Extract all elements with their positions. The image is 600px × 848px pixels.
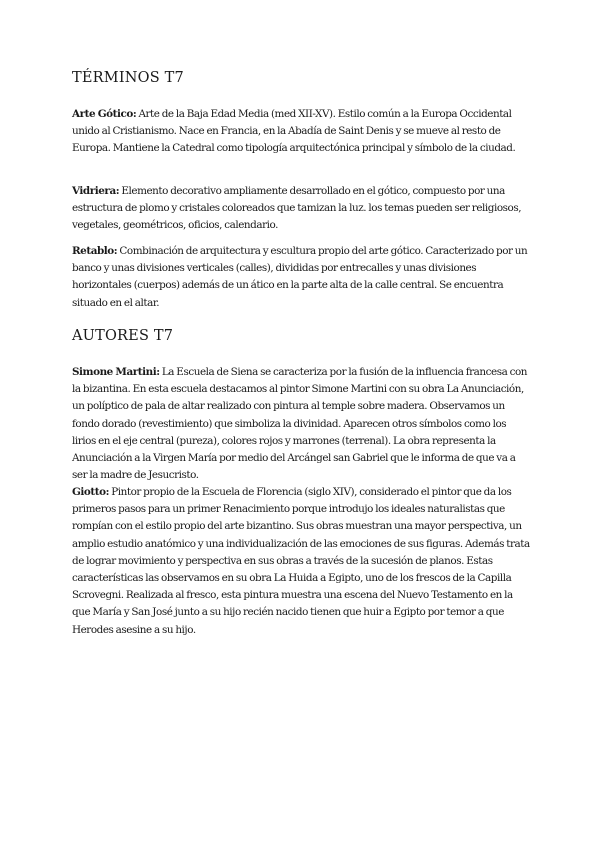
entry-text: La Escuela de Siena se caracteriza por la fusión de la influencia francesa con la bizantina. En esta escuela destacamos al pintor Simone Martini con su obra La Anunciación, un políptico de pala de altar realizado con pintura al temple sobre madera. Observamos un fondo dorado (revestimiento) que simboliza la divinidad. Aparecen otros símbolos como los lirios en el eje central (pureza), colores rojos y marrones (terrenal). La obra representa la Anunciación a la Virgen María por medio del Arcángel san Gabriel que le informa de que va a ser la madre de Jesucristo. <box>72 366 527 482</box>
entry-arte-gotico <box>72 106 532 158</box>
entry-term: Vidriera: <box>72 185 120 197</box>
section-heading-autores: AUTORES T7 <box>72 328 174 344</box>
entry-term: Simone Martini: <box>72 366 160 378</box>
section-heading-terminos: TÉRMINOS T7 <box>72 70 184 86</box>
entry-simone-martini <box>72 364 532 484</box>
entry-retablo <box>72 243 532 312</box>
entry-text: Elemento decorativo ampliamente desarrollado en el gótico, compuesto por una estructura de plomo y cristales coloreados que tamizan la luz. los temas pueden ser religiosos, vegetales, geométricos, oficios, calendario. <box>72 185 522 232</box>
entry-text: Pintor propio de la Escuela de Florencia (siglo XIV), considerado el pintor que da los primeros pasos para un primer Renacimiento porque introdujo los ideales naturalistas que rompían con el estilo propio del arte bizantino. Sus obras muestran una mayor perspectiva, un amplio estudio anatómico y una individualización de las emociones de sus figuras. Además trata de lograr movimiento y perspectiva en sus obras a través de la sucesión de planos. Estas características las observamos en su obra La Huida a Egipto, uno de los frescos de la Capilla Scrovegni. Realizada al fresco, esta pintura muestra una escena del Nuevo Testamento en la que María y San José junto a su hijo recién nacido tienen que huir a Egipto por temor a que Herodes asesine a su hijo. <box>72 486 530 636</box>
entry-giotto <box>72 484 532 639</box>
entry-term: Arte Gótico: <box>72 108 137 120</box>
entry-text: Combinación de arquitectura y escultura propio del arte gótico. Caracterizado por un banco y unas divisiones verticales (calles), divididas por entrecalles y unas divisiones horizontales (cuerpos) además de un ático en la parte alta de la calle central. Se encuentra situado en el altar. <box>72 245 528 309</box>
entry-term: Retablo: <box>72 245 118 257</box>
entry-vidriera <box>72 183 532 235</box>
entry-term: Giotto: <box>72 486 109 498</box>
entry-text: Arte de la Baja Edad Media (med XII-XV). Estilo común a la Europa Occidental unido al Cristianismo. Nace en Francia, en la Abadía de Saint Denis y se mueve al resto de Europa. Mantiene la Catedral como tipología arquitectónica principal y símbolo de la ciudad. <box>72 108 516 155</box>
